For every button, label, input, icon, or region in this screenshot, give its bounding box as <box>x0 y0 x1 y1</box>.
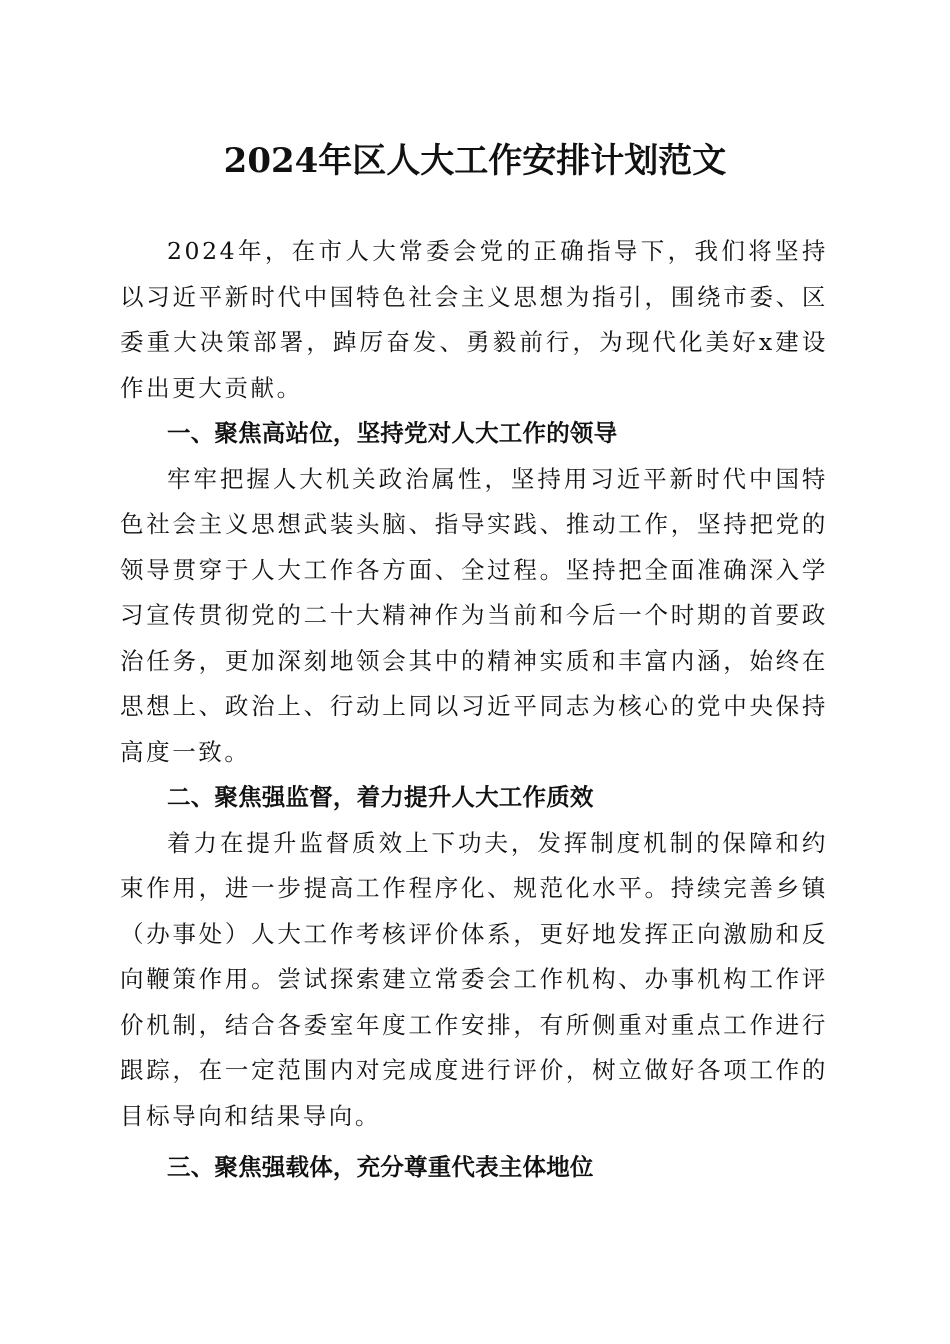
section-2-heading: 二、聚焦强监督，着力提升人大工作质效 <box>167 783 594 811</box>
document-title: 2024年区人大工作安排计划范文 <box>223 141 727 181</box>
document-body <box>120 229 828 1191</box>
intro-paragraph: 2024年，在市人大常委会党的正确指导下，我们将坚持以习近平新时代中国特色社会主义思想为指引，围绕市委、区委重大决策部署，踔厉奋发、勇毅前行，为现代化美好x建设作出更大贡献。 <box>120 237 828 402</box>
section-1-heading: 一、聚焦高站位，坚持党对人大工作的领导 <box>167 419 618 447</box>
section-1-body: 牢牢把握人大机关政治属性，坚持用习近平新时代中国特色社会主义思想武装头脑、指导实践、推动工作，坚持把党的领导贯穿于人大工作各方面、全过程。坚持把全面准确深入学习宣传贯彻党的二十大精神作为当前和今后一个时期的首要政治任务，更加深刻地领会其中的精神实质和丰富内涵，始终在思想上、政治上、行动上同以习近平同志为核心的党中央保持高度一致。 <box>120 464 828 766</box>
section-3-heading: 三、聚焦强载体，充分尊重代表主体地位 <box>167 1153 594 1181</box>
section-2-body: 着力在提升监督质效上下功夫，发挥制度机制的保障和约束作用，进一步提高工作程序化、规范化水平。持续完善乡镇（办事处）人大工作考核评价体系，更好地发挥正向激励和反向鞭策作用。尝试探索建立常委会工作机构、办事机构工作评价机制，结合各委室年度工作安排，有所侧重对重点工作进行跟踪，在一定范围内对完成度进行评价，树立做好各项工作的目标导向和结果导向。 <box>120 828 828 1130</box>
